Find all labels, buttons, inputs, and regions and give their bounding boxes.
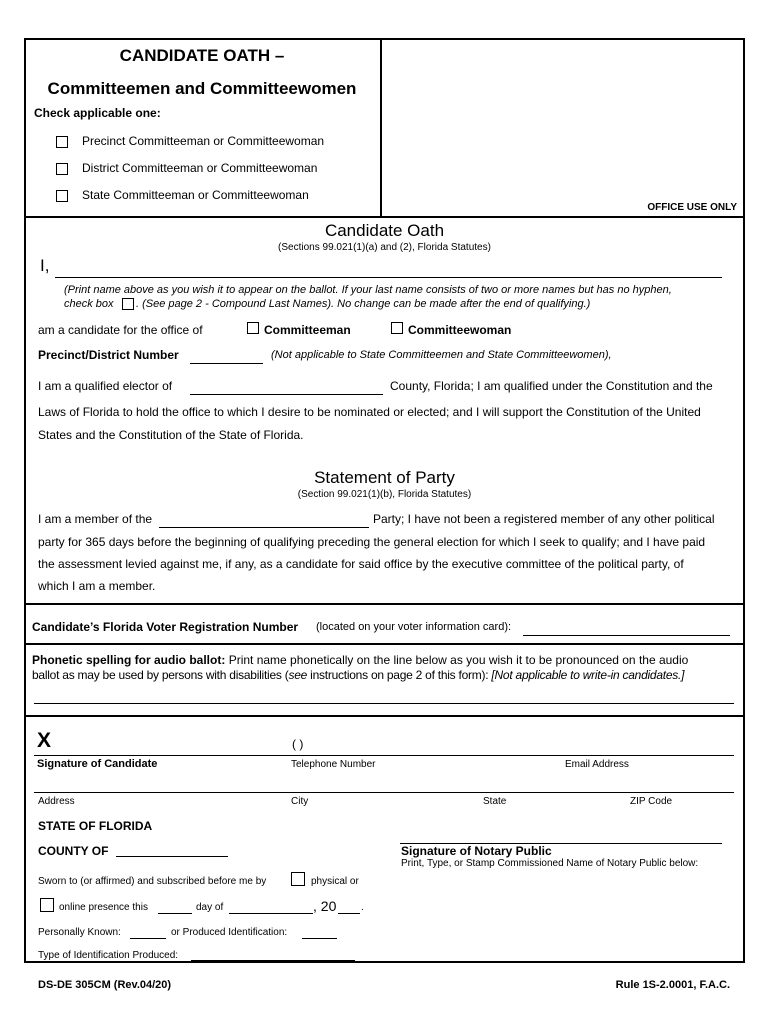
online-presence-checkbox[interactable]	[40, 898, 54, 912]
voter-registration-field[interactable]	[523, 635, 730, 636]
committeeman-checkbox[interactable]	[247, 322, 259, 334]
party-line2: party for 365 days before the beginning of qualifying preceding the general election for which I seek to qualify; and I have paid	[38, 535, 706, 549]
party-heading: Statement of Party	[314, 468, 455, 487]
county-field[interactable]	[190, 394, 383, 395]
day-of-label: day of	[196, 902, 224, 913]
party-name-field[interactable]	[159, 527, 369, 528]
telephone-label: Telephone Number	[291, 759, 376, 770]
phonetic-text2-see: see	[288, 668, 308, 682]
laws-line1: Laws of Florida to hold the office to which I desire to be nominated or elected; and I will support the Constitution of the United	[38, 405, 701, 419]
phone-parens: ( )	[292, 737, 304, 751]
oath-heading: Candidate Oath	[324, 221, 445, 240]
signature-of-candidate-label: Signature of Candidate	[37, 758, 158, 770]
online-presence-label: online presence this	[59, 902, 148, 913]
state-label: State	[483, 796, 507, 807]
phonetic-text2-prefix: ballot as may be used by persons with disabilities (	[32, 668, 289, 682]
year-field[interactable]	[338, 913, 360, 914]
address-label: Address	[38, 796, 75, 807]
precinct-option-label: Precinct Committeeman or Committeewoman	[82, 134, 325, 148]
i-label: I,	[40, 256, 50, 275]
personally-known-field[interactable]	[130, 938, 166, 939]
party-line4: which I am a member.	[38, 579, 156, 593]
notary-print-label: Print, Type, or Stamp Commissioned Name of Notary Public below:	[401, 858, 699, 869]
precinct-committeeman-checkbox[interactable]	[56, 136, 68, 148]
form-title-line1: CANDIDATE OATH –	[119, 46, 285, 65]
member-prefix: I am a member of the	[38, 512, 153, 526]
sworn-text: Sworn to (or affirmed) and subscribed before me by	[38, 876, 267, 887]
precinct-number-field[interactable]	[190, 363, 263, 364]
header-divider	[380, 38, 382, 217]
compound-last-name-checkbox[interactable]	[122, 298, 134, 310]
member-suffix: Party; I have not been a registered member of any other political	[373, 512, 715, 526]
id-type-field[interactable]	[191, 960, 355, 961]
state-option-label: State Committeeman or Committeewoman	[82, 188, 309, 202]
year-prefix: , 20	[313, 898, 337, 914]
physical-label: physical or	[311, 876, 359, 887]
id-type-label: Type of Identification Produced:	[38, 950, 179, 961]
precinct-note: (Not applicable to State Committeemen and State Committeewomen),	[271, 349, 612, 361]
day-field[interactable]	[158, 913, 192, 914]
x-mark: X	[37, 729, 52, 752]
section-divider-voter	[24, 643, 745, 645]
print-name-check-prefix: check box	[64, 298, 114, 310]
signature-line[interactable]	[34, 755, 734, 756]
party-citation: (Section 99.021(1)(b), Florida Statutes)	[297, 489, 472, 500]
address-line[interactable]	[34, 792, 734, 793]
email-label: Email Address	[565, 759, 629, 770]
zip-label: ZIP Code	[630, 796, 673, 807]
oath-citation: (Sections 99.021(1)(a) and (2), Florida Statutes)	[278, 242, 491, 253]
phonetic-label: Phonetic spelling for audio ballot:	[32, 653, 226, 667]
notary-county-field[interactable]	[116, 856, 228, 857]
check-applicable-label: Check applicable one:	[34, 106, 161, 120]
elector-suffix: County, Florida; I am qualified under the Constitution and the	[390, 379, 713, 393]
elector-prefix: I am a qualified elector of	[38, 379, 173, 393]
produced-id-label: or Produced Identification:	[171, 927, 288, 938]
print-name-note: (Print name above as you wish it to appear on the ballot. If your last name consists of two or more names but has no hyphen,	[64, 284, 672, 296]
month-field[interactable]	[229, 913, 313, 914]
precinct-district-label: Precinct/District Number	[38, 348, 179, 362]
section-divider-party	[24, 603, 745, 605]
phonetic-text2-note: [Not applicable to write-in candidates.]	[491, 668, 685, 682]
phonetic-text2-mid: instructions on page 2 of this form):	[307, 668, 492, 682]
city-label: City	[291, 796, 309, 807]
form-title-line2: Committeemen and Committeewomen	[47, 79, 357, 98]
state-committeeman-checkbox[interactable]	[56, 190, 68, 202]
laws-line2: States and the Constitution of the State of Florida.	[38, 428, 304, 442]
phonetic-line1	[32, 653, 688, 667]
form-number: DS-DE 305CM (Rev.04/20)	[38, 979, 172, 991]
physical-presence-checkbox[interactable]	[291, 872, 305, 886]
voter-registration-label: Candidate’s Florida Voter Registration Number	[32, 620, 299, 634]
committeewoman-checkbox[interactable]	[391, 322, 403, 334]
produced-id-field[interactable]	[302, 938, 337, 939]
year-period: .	[361, 902, 364, 913]
candidate-name-field[interactable]	[55, 277, 722, 278]
print-name-check-suffix: . (See page 2 - Compound Last Names). No change can be made after the end of qualifying.)	[136, 298, 591, 310]
notary-signature-label: Signature of Notary Public	[401, 844, 552, 858]
section-divider-phonetic	[24, 715, 745, 717]
rule-citation: Rule 1S-2.0001, F.A.C.	[615, 979, 730, 991]
section-divider-header	[24, 216, 745, 218]
phonetic-line2	[32, 668, 684, 682]
office-use-only-label: OFFICE USE ONLY	[647, 202, 737, 213]
personally-known-label: Personally Known:	[38, 927, 121, 938]
state-of-florida: STATE OF FLORIDA	[38, 819, 153, 833]
committeeman-label: Committeeman	[264, 323, 351, 337]
phonetic-spelling-field[interactable]	[34, 703, 734, 704]
office-label: am a candidate for the office of	[38, 323, 203, 337]
district-option-label: District Committeeman or Committeewoman	[82, 161, 318, 175]
district-committeeman-checkbox[interactable]	[56, 163, 68, 175]
committeewoman-label: Committeewoman	[408, 323, 512, 337]
county-of-label: COUNTY OF	[38, 844, 109, 858]
party-line3: the assessment levied against me, if any, as a candidate for said office by the executive committee of the political party, of	[38, 557, 684, 571]
voter-registration-note: (located on your voter information card):	[316, 621, 512, 633]
phonetic-text1: Print name phonetically on the line below as you wish it to be pronounced on the audio	[228, 653, 689, 667]
